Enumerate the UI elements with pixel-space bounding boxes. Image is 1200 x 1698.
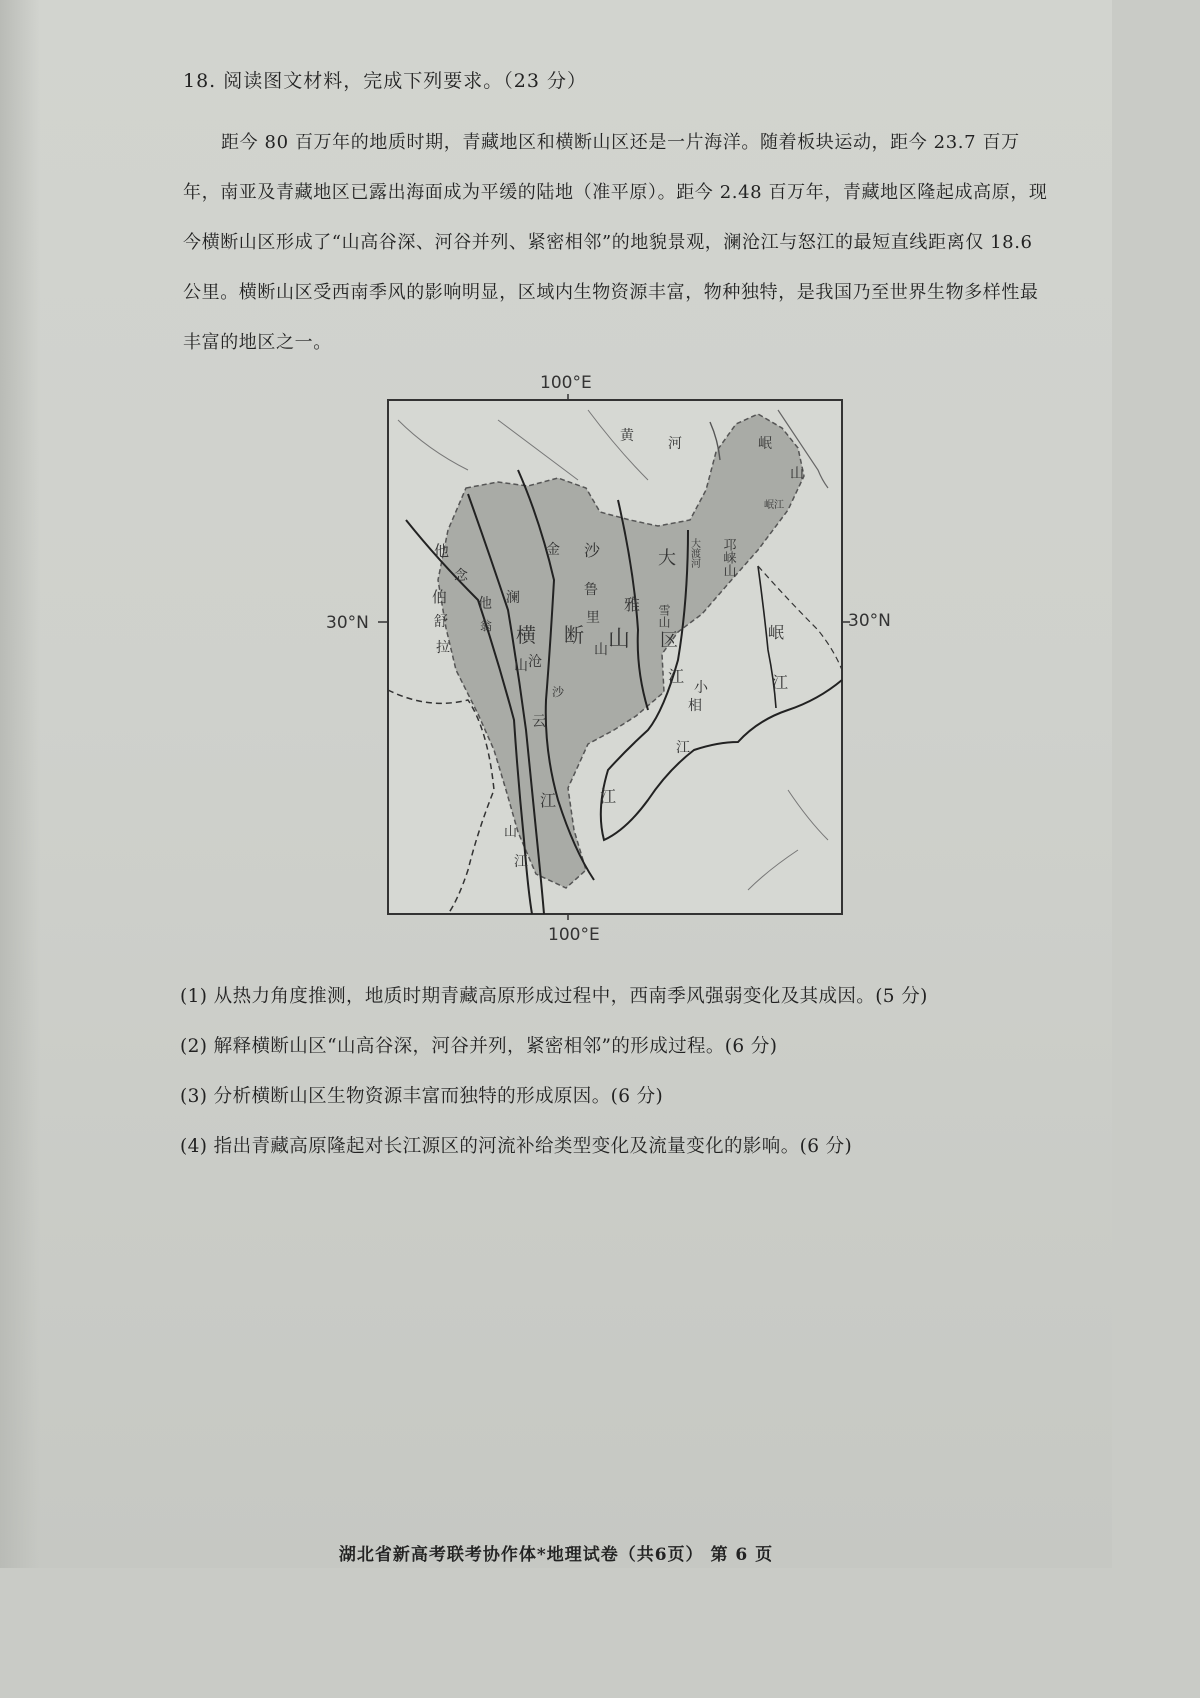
label-jinsha-2: 沙 (552, 685, 565, 699)
label-daxue-1: 大 (658, 548, 676, 569)
coord-bottom-label: 100°E (548, 925, 600, 940)
label-jiang-lower: 江 (600, 787, 617, 806)
coord-left-label: 30°N (326, 613, 369, 633)
label-qionglai: 邛崃山 (720, 538, 736, 577)
label-xiaoxiang-2: 相 (688, 698, 702, 714)
label-gaoligong: 山 (504, 825, 518, 840)
map-svg (318, 370, 908, 940)
hengduan-map (318, 370, 908, 940)
question-material (183, 118, 1053, 368)
label-shaluli-2: 鲁 (584, 582, 598, 598)
coord-right-label: 30°N (848, 611, 891, 631)
question-title: 18. 阅读图文材料，完成下列要求。（23 分） (183, 70, 587, 92)
label-ta-3: 伯 (432, 588, 448, 606)
label-minshan-1: 岷 (758, 436, 772, 452)
label-shan-big: 山 (608, 627, 631, 652)
label-yun: 云 (532, 714, 546, 730)
page-shadow (0, 0, 40, 1568)
label-ta-6: 他 (478, 596, 492, 612)
label-ta-4: 舒 (434, 614, 448, 630)
coord-top-label: 100°E (540, 373, 592, 393)
label-ta-2: 念 (454, 568, 468, 584)
label-daxue-2: 雪山 (657, 604, 671, 628)
label-dadu: 大渡河 (688, 538, 700, 568)
label-lancang-1: 澜 (506, 590, 520, 606)
label-shaluli-1: 沙 (584, 541, 601, 560)
label-nu-jiang: 江 (514, 854, 528, 870)
sub-question-4: (4) 指出青藏高原隆起对长江源区的河流补给类型变化及流量变化的影响。(6 分) (180, 1136, 853, 1157)
label-shaluli-4: 山 (594, 642, 608, 658)
label-ta-7: 翁 (480, 619, 493, 633)
page-footer: 湖北省新高考联考协作体*地理试卷（共6页） 第 6 页 (338, 1545, 774, 1565)
label-jiang-yalong: 江 (668, 667, 685, 686)
label-xiaoxiang-3: 江 (676, 740, 690, 756)
label-cang: 沧 (528, 654, 542, 670)
label-min-river-2: 江 (772, 673, 789, 692)
label-jiang-lancang: 江 (540, 791, 557, 810)
material-text: 距今 80 百万年的地质时期，青藏地区和横断山区还是一片海洋。随着板块运动，距今 23.7 百万年，南亚及青藏地区已露出海面成为平缓的陆地（准平原）。距今 2.48 百万年，青藏地区隆起成高原，现今横断山区形成了“山高谷深、河谷并列、紧密相邻”的地貌景观，澜沧江与怒江的最短直线距离仅 18.6 公里。横断山区受西南季风的影响明显，区域内生物资源丰富，物种独特，是我国乃至世界生物多样性最丰富的地区之一。 (183, 132, 1048, 353)
label-ta-5: 拉 (436, 640, 450, 656)
label-region-qu: 区 (660, 630, 678, 651)
label-yellow-river: 黄 (620, 428, 634, 444)
label-min-river: 岷 (768, 623, 785, 642)
label-shan-heng: 山 (514, 658, 528, 674)
label-jinsha-1: 金 (546, 542, 560, 558)
label-min-jiang-v: 岷江 (764, 500, 784, 511)
sub-question-1: (1) 从热力角度推测，地质时期青藏高原形成过程中，西南季风强弱变化及其成因。(5 分) (180, 986, 928, 1007)
label-yellow-river-2: 河 (668, 436, 682, 452)
label-heng: 横 (516, 623, 536, 647)
sub-question-2: (2) 解释横断山区“山高谷深，河谷并列，紧密相邻”的形成过程。(6 分) (180, 1036, 778, 1057)
sub-question-3: (3) 分析横断山区生物资源丰富而独特的形成原因。(6 分) (180, 1086, 664, 1107)
label-xiaoxiang-1: 小 (694, 680, 708, 696)
label-duan: 断 (564, 623, 584, 647)
label-shaluli-3: 里 (586, 610, 600, 626)
label-ya: 雅 (624, 595, 641, 614)
label-ta-1: 他 (434, 542, 450, 560)
sub-questions (180, 972, 1060, 1172)
label-minshan-2: 山 (790, 466, 804, 482)
